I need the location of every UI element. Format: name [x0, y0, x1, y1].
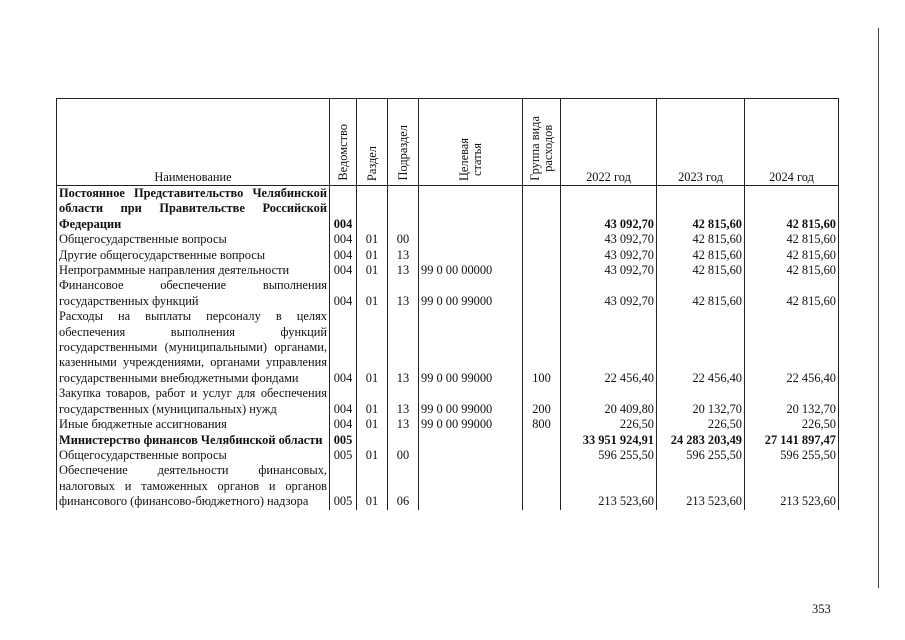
row-target: 99 0 00 99000 — [419, 417, 523, 432]
row-name: Финансовое обеспечение выполнения государственных функций — [57, 278, 330, 309]
row-2024: 42 815,60 — [745, 263, 839, 278]
row-2024: 27 141 897,47 — [745, 433, 839, 448]
row-2023: 22 456,40 — [657, 309, 745, 386]
row-group — [523, 448, 561, 463]
table-row — [57, 417, 839, 432]
row-name: Постоянное Представительство Челябинской области при Правительстве Российской Федерации — [57, 186, 330, 233]
row-2023: 42 815,60 — [657, 186, 745, 233]
row-section: 01 — [357, 463, 388, 509]
row-group: 800 — [523, 417, 561, 432]
row-target: 99 0 00 99000 — [419, 386, 523, 417]
table-row — [57, 186, 839, 233]
header-dept: Ведомство — [330, 99, 357, 186]
row-2023: 596 255,50 — [657, 448, 745, 463]
row-dept: 004 — [330, 309, 357, 386]
row-2024: 42 815,60 — [745, 232, 839, 247]
row-2022: 43 092,70 — [561, 278, 657, 309]
row-subsection — [388, 186, 419, 233]
row-section — [357, 186, 388, 233]
row-group — [523, 263, 561, 278]
row-2024: 213 523,60 — [745, 463, 839, 509]
row-2022: 33 951 924,91 — [561, 433, 657, 448]
row-target — [419, 448, 523, 463]
row-2024: 596 255,50 — [745, 448, 839, 463]
page-edge-line — [878, 28, 879, 588]
row-2023: 42 815,60 — [657, 278, 745, 309]
row-section: 01 — [357, 232, 388, 247]
row-subsection: 13 — [388, 417, 419, 432]
row-group — [523, 463, 561, 509]
row-subsection: 00 — [388, 448, 419, 463]
row-target: 99 0 00 99000 — [419, 278, 523, 309]
row-2022: 596 255,50 — [561, 448, 657, 463]
row-group — [523, 278, 561, 309]
row-dept: 004 — [330, 278, 357, 309]
table-row — [57, 309, 839, 386]
header-target: Целевая статья — [419, 99, 523, 186]
row-dept: 005 — [330, 463, 357, 509]
row-subsection: 06 — [388, 463, 419, 509]
row-group — [523, 248, 561, 263]
row-name: Общегосударственные вопросы — [57, 232, 330, 247]
table-row — [57, 463, 839, 509]
row-dept: 005 — [330, 433, 357, 448]
row-2022: 43 092,70 — [561, 263, 657, 278]
row-2023: 42 815,60 — [657, 248, 745, 263]
row-2022: 22 456,40 — [561, 309, 657, 386]
table-row — [57, 386, 839, 417]
row-2024: 42 815,60 — [745, 248, 839, 263]
row-name: Другие общегосударственные вопросы — [57, 248, 330, 263]
row-group: 100 — [523, 309, 561, 386]
row-2024: 42 815,60 — [745, 186, 839, 233]
row-dept: 004 — [330, 417, 357, 432]
row-target — [419, 232, 523, 247]
row-dept: 004 — [330, 386, 357, 417]
header-2022: 2022 год — [561, 99, 657, 186]
row-subsection — [388, 433, 419, 448]
row-section: 01 — [357, 448, 388, 463]
row-2024: 22 456,40 — [745, 309, 839, 386]
row-2022: 43 092,70 — [561, 186, 657, 233]
row-target — [419, 463, 523, 509]
header-subsection: Подраздел — [388, 99, 419, 186]
row-name: Общегосударственные вопросы — [57, 448, 330, 463]
row-target — [419, 248, 523, 263]
row-2022: 43 092,70 — [561, 232, 657, 247]
row-subsection: 13 — [388, 278, 419, 309]
row-subsection: 13 — [388, 263, 419, 278]
header-2023: 2023 год — [657, 99, 745, 186]
row-group — [523, 232, 561, 247]
row-group: 200 — [523, 386, 561, 417]
row-2023: 24 283 203,49 — [657, 433, 745, 448]
table-body — [57, 186, 839, 510]
row-name: Иные бюджетные ассигнования — [57, 417, 330, 432]
row-section: 01 — [357, 417, 388, 432]
row-subsection: 13 — [388, 386, 419, 417]
row-name: Расходы на выплаты персоналу в целях обеспечения выполнения функций государственными (муниципальными) органами, казенными учреждениями, органами управления государственными внебюджетными фондами — [57, 309, 330, 386]
table-row — [57, 278, 839, 309]
row-dept: 004 — [330, 232, 357, 247]
row-section — [357, 433, 388, 448]
row-2024: 42 815,60 — [745, 278, 839, 309]
table-row — [57, 232, 839, 247]
row-group — [523, 433, 561, 448]
row-section: 01 — [357, 248, 388, 263]
row-2022: 213 523,60 — [561, 463, 657, 509]
row-2022: 43 092,70 — [561, 248, 657, 263]
row-name: Министерство финансов Челябинской области — [57, 433, 330, 448]
table-row — [57, 433, 839, 448]
row-dept: 004 — [330, 263, 357, 278]
row-subsection: 13 — [388, 248, 419, 263]
row-section: 01 — [357, 263, 388, 278]
row-name: Закупка товаров, работ и услуг для обеспечения государственных (муниципальных) нужд — [57, 386, 330, 417]
row-target: 99 0 00 99000 — [419, 309, 523, 386]
row-2022: 20 409,80 — [561, 386, 657, 417]
row-2022: 226,50 — [561, 417, 657, 432]
row-2023: 42 815,60 — [657, 232, 745, 247]
row-section: 01 — [357, 278, 388, 309]
row-name: Обеспечение деятельности финансовых, налоговых и таможенных органов и органов финансового (финансово-бюджетного) надзора — [57, 463, 330, 509]
page-number: 353 — [812, 602, 831, 616]
budget-table — [56, 98, 839, 510]
row-target: 99 0 00 00000 — [419, 263, 523, 278]
header-name: Наименование — [57, 99, 330, 186]
row-dept: 004 — [330, 248, 357, 263]
row-target — [419, 433, 523, 448]
row-section: 01 — [357, 309, 388, 386]
row-group — [523, 186, 561, 233]
row-section: 01 — [357, 386, 388, 417]
table-row — [57, 248, 839, 263]
table-header-row — [57, 99, 839, 186]
row-2024: 20 132,70 — [745, 386, 839, 417]
row-2023: 213 523,60 — [657, 463, 745, 509]
row-dept: 004 — [330, 186, 357, 233]
header-2024: 2024 год — [745, 99, 839, 186]
row-2023: 226,50 — [657, 417, 745, 432]
row-dept: 005 — [330, 448, 357, 463]
header-section: Раздел — [357, 99, 388, 186]
header-group: Группа вида расходов — [523, 99, 561, 186]
row-subsection: 13 — [388, 309, 419, 386]
table-row — [57, 448, 839, 463]
row-name: Непрограммные направления деятельности — [57, 263, 330, 278]
row-2023: 20 132,70 — [657, 386, 745, 417]
row-2023: 42 815,60 — [657, 263, 745, 278]
row-2024: 226,50 — [745, 417, 839, 432]
table-row — [57, 263, 839, 278]
row-subsection: 00 — [388, 232, 419, 247]
row-target — [419, 186, 523, 233]
